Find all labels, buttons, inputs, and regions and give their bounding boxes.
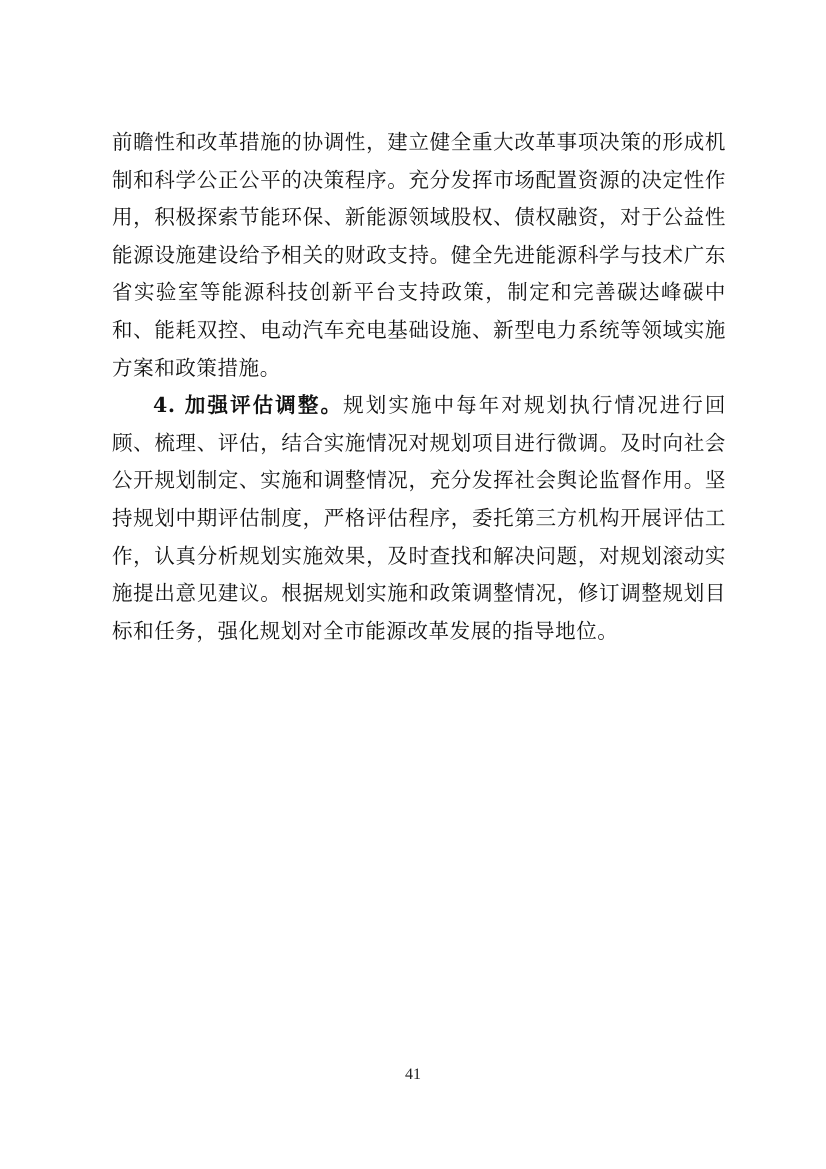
- page-number: 41: [405, 1066, 421, 1083]
- paragraph-section-4: [112, 387, 726, 650]
- section-heading: 4. 加强评估调整。: [153, 393, 344, 418]
- section-body: 规划实施中每年对规划执行情况进行回顾、梳理、评估，结合实施情况对规划项目进行微调。及时向社会公开规划制定、实施和调整情况，充分发挥社会舆论监督作用。坚持规划中期评估制度，严格评估程序，委托第三方机构开展评估工作，认真分析规划实施效果，及时查找和解决问题，对规划滚动实施提出意见建议。根据规划实施和政策调整情况，修订调整规划目标和任务，强化规划对全市能源改革发展的指导地位。: [112, 393, 726, 643]
- body-text: [112, 124, 726, 650]
- paragraph-continuation: 前瞻性和改革措施的协调性，建立健全重大改革事项决策的形成机制和科学公正公平的决策程序。充分发挥市场配置资源的决定性作用，积极探索节能环保、新能源领域股权、债权融资，对于公益性能源设施建设给予相关的财政支持。健全先进能源科学与技术广东省实验室等能源科技创新平台支持政策，制定和完善碳达峰碳中和、能耗双控、电动汽车充电基础设施、新型电力系统等领域实施方案和政策措施。: [112, 130, 726, 380]
